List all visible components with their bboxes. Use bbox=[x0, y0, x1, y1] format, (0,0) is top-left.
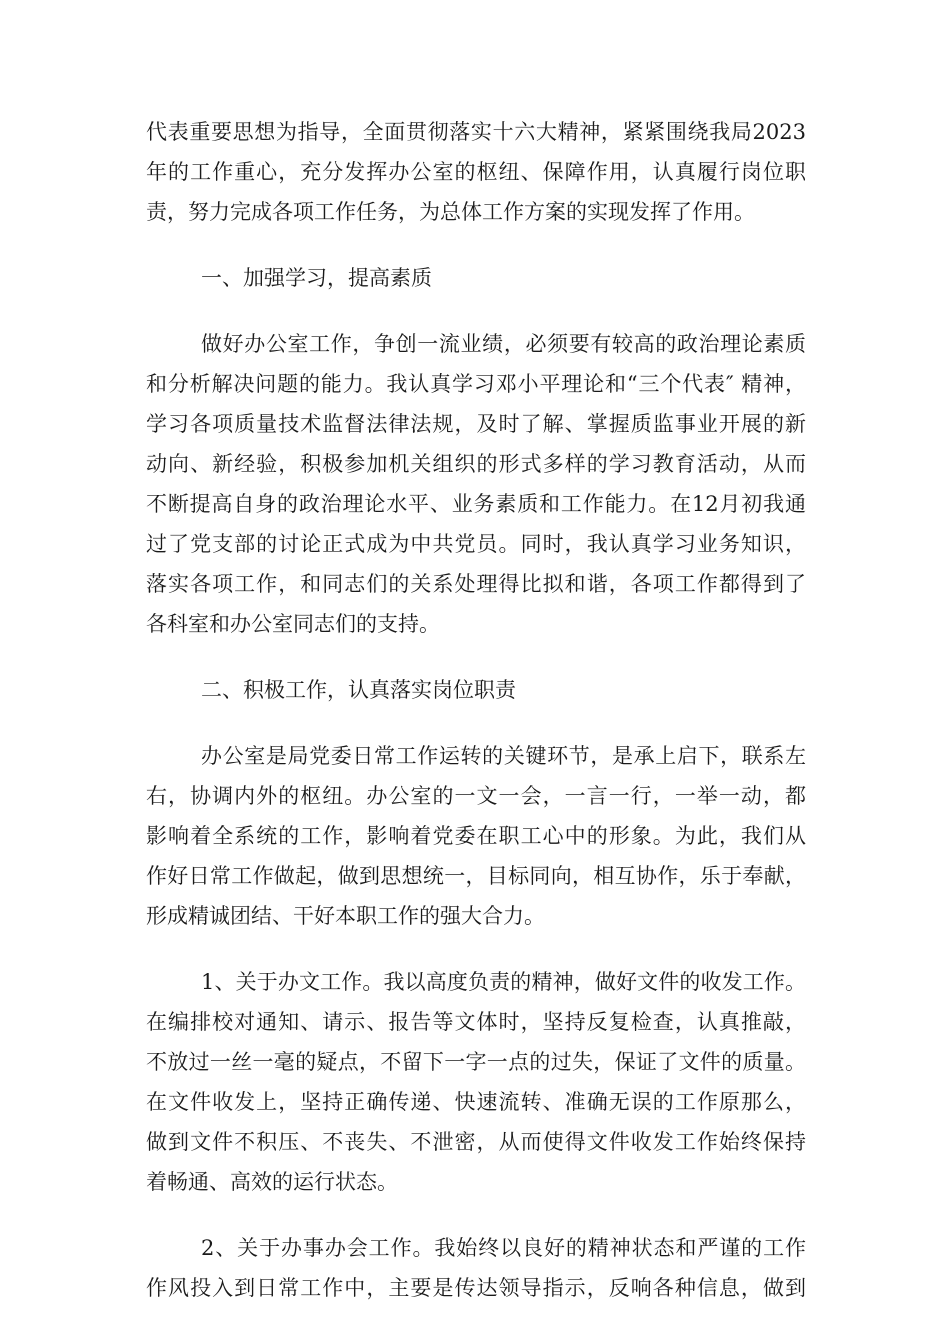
text-line: 动向、新经验，积极参加机关组织的形式多样的学习教育活动，从而 bbox=[146, 452, 806, 476]
text-line: 年的工作重心，充分发挥办公室的枢纽、保障作用，认真履行岗位职 bbox=[146, 160, 806, 184]
text-line: 办公室是局党委日常工作运转的关键环节，是承上启下，联系左 bbox=[201, 744, 806, 768]
heading-text: 二、积极工作，认真落实岗位职责 bbox=[201, 678, 516, 702]
text-line: 落实各项工作，和同志们的关系处理得比拟和谐，各项工作都得到了 bbox=[146, 572, 806, 596]
section-heading-1 bbox=[146, 258, 806, 298]
text-line: 2、关于办事办会工作。我始终以良好的精神状态和严谨的工作 bbox=[201, 1236, 806, 1260]
text-line: 做好办公室工作，争创一流业绩，必须要有较高的政治理论素质 bbox=[201, 332, 806, 356]
text-line: 1、关于办文工作。我以高度负责的精神，做好文件的收发工作。 bbox=[201, 970, 806, 994]
paragraph-intro-tail bbox=[146, 112, 806, 232]
text-line: 过了党支部的讨论正式成为中共党员。同时，我认真学习业务知识， bbox=[146, 532, 806, 556]
text-line: 着畅通、高效的运行状态。 bbox=[146, 1170, 398, 1194]
text-line: 做到文件不积压、不丧失、不泄密，从而使得文件收发工作始终保持 bbox=[146, 1130, 806, 1154]
paragraph-item-1 bbox=[146, 962, 806, 1202]
text-line: 在编排校对通知、请示、报告等文体时，坚持反复检查，认真推敲， bbox=[146, 1010, 806, 1034]
text-line: 不断提高自身的政治理论水平、业务素质和工作能力。在12月初我通 bbox=[146, 492, 806, 516]
text-line: 和分析解决问题的能力。我认真学习邓小平理论和“三个代表″ 精神， bbox=[146, 372, 806, 396]
document-body bbox=[146, 112, 806, 1334]
text-line: 作好日常工作做起，做到思想统一，目标同向，相互协作，乐于奉献， bbox=[146, 864, 806, 888]
text-line: 学习各项质量技术监督法律法规，及时了解、掌握质监事业开展的新 bbox=[146, 412, 806, 436]
text-line: 右，协调内外的枢纽。办公室的一文一会，一言一行，一举一动，都 bbox=[146, 784, 806, 808]
text-line: 不放过一丝一毫的疑点，不留下一字一点的过失，保证了文件的质量。 bbox=[146, 1050, 806, 1074]
text-line: 作风投入到日常工作中，主要是传达领导指示，反响各种信息，做到 bbox=[146, 1276, 806, 1300]
paragraph-section-2 bbox=[146, 736, 806, 936]
heading-text: 一、加强学习，提高素质 bbox=[201, 266, 432, 290]
paragraph-item-2 bbox=[146, 1228, 806, 1308]
text-line: 各科室和办公室同志们的支持。 bbox=[146, 612, 440, 636]
text-line: 影响着全系统的工作，影响着党委在职工心中的形象。为此，我们从 bbox=[146, 824, 806, 848]
paragraph-section-1 bbox=[146, 324, 806, 644]
text-line: 责，努力完成各项工作任务，为总体工作方案的实现发挥了作用。 bbox=[146, 200, 755, 224]
section-heading-2 bbox=[146, 670, 806, 710]
text-line: 在文件收发上，坚持正确传递、快速流转、准确无误的工作原那么， bbox=[146, 1090, 806, 1114]
text-line: 代表重要思想为指导，全面贯彻落实十六大精神，紧紧围绕我局2023 bbox=[146, 120, 806, 144]
text-line: 形成精诚团结、干好本职工作的强大合力。 bbox=[146, 904, 545, 928]
